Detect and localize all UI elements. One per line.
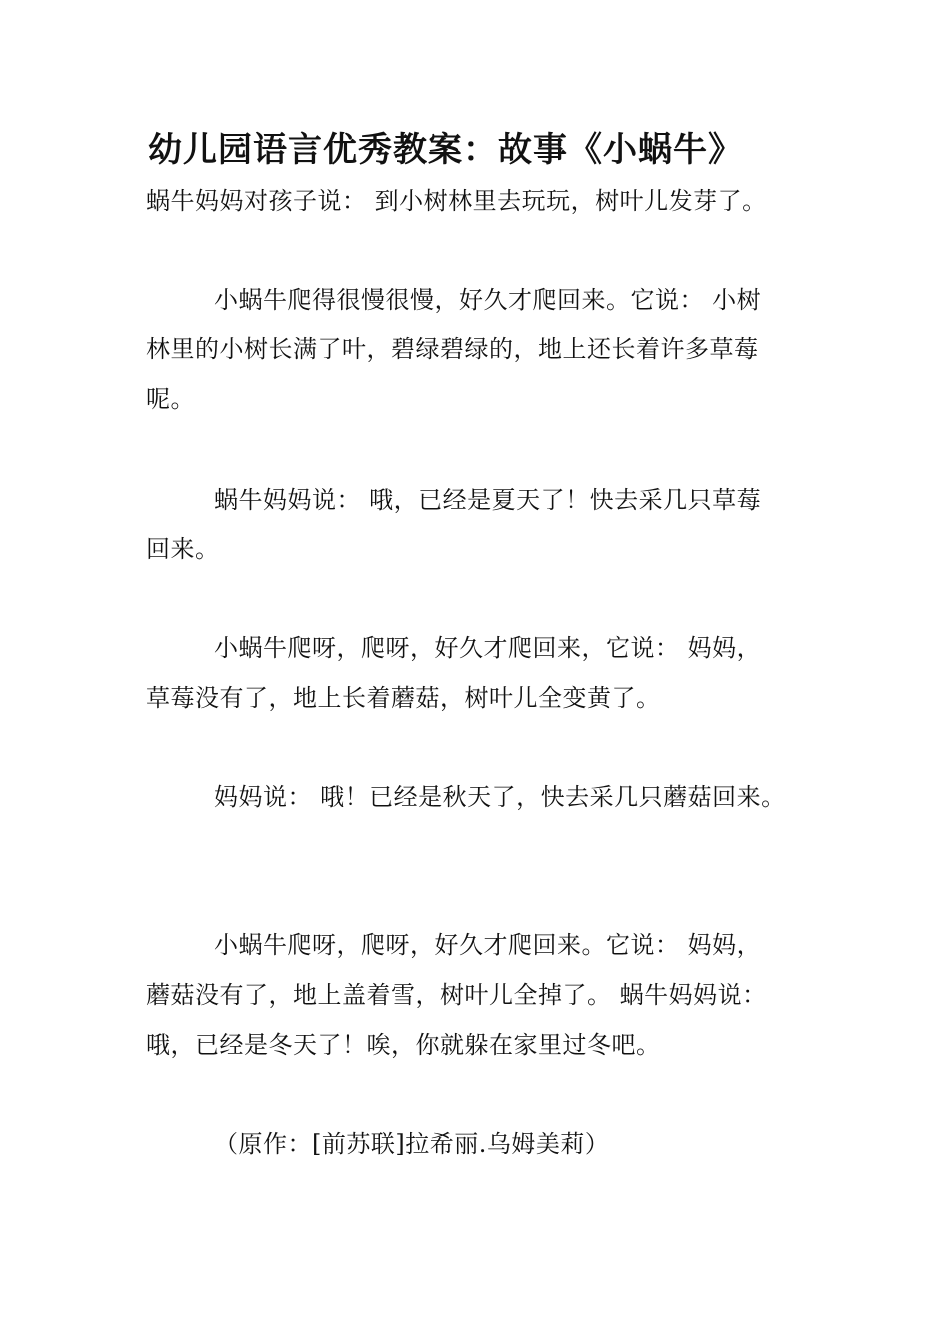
paragraph-line: 妈妈说： 哦！已经是秋天了，快去采几只蘑菇回来。 — [214, 783, 786, 811]
paragraph-line: 小蜗牛爬得很慢很慢，好久才爬回来。它说： 小树 — [214, 286, 762, 314]
attribution-line: （原作：[前苏联]拉希丽.乌姆美莉） — [214, 1130, 610, 1158]
paragraph-line: 蜗牛妈妈对孩子说： 到小树林里去玩玩，树叶儿发芽了。 — [146, 187, 767, 215]
paragraph-line: 哦，已经是冬天了！唉，你就躲在家里过冬吧。 — [146, 1031, 661, 1059]
paragraph-line: 小蜗牛爬呀，爬呀，好久才爬回来，它说： 妈妈， — [214, 634, 762, 662]
paragraph-line: 回来。 — [146, 535, 220, 563]
paragraph-line: 草莓没有了，地上长着蘑菇，树叶儿全变黄了。 — [146, 684, 661, 712]
paragraph-line: 呢。 — [146, 385, 195, 413]
paragraph-line: 小蜗牛爬呀，爬呀，好久才爬回来。它说： 妈妈， — [214, 931, 762, 959]
document-title: 幼儿园语言优秀教案：故事《小蜗牛》 — [148, 130, 743, 170]
paragraph-line: 蘑菇没有了，地上盖着雪，树叶儿全掉了。 蜗牛妈妈说： — [146, 981, 767, 1009]
paragraph-line: 蜗牛妈妈说： 哦，已经是夏天了！快去采几只草莓 — [214, 486, 762, 514]
paragraph-line: 林里的小树长满了叶，碧绿碧绿的，地上还长着许多草莓 — [146, 335, 759, 363]
